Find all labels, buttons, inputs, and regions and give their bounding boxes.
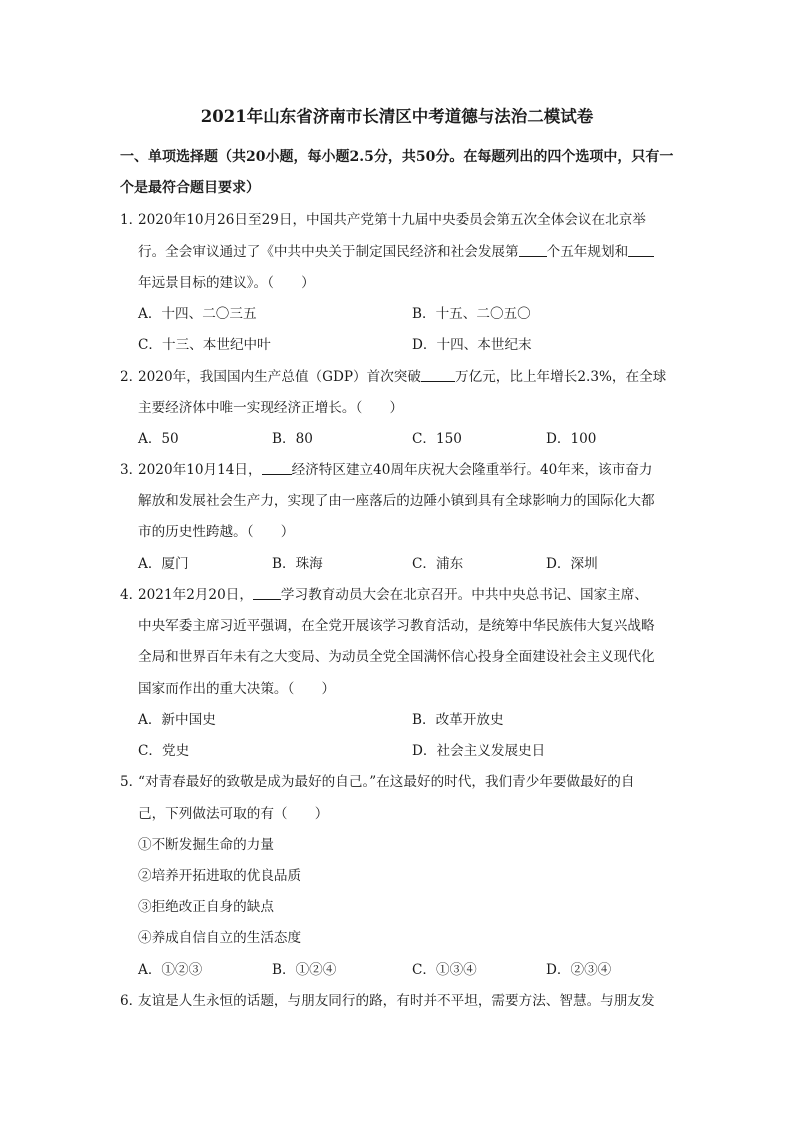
option-d[interactable]: D．深圳	[546, 556, 598, 572]
question-text: 2020年10月14日，	[138, 462, 262, 478]
question-text: 经济特区建立40周年庆祝大会隆重举行。40年来，该市奋力	[291, 462, 653, 478]
option-c[interactable]: C．党史	[138, 743, 190, 759]
question-3	[120, 458, 680, 478]
option-d[interactable]: D．②③④	[546, 962, 612, 978]
statement-item: ③拒绝改正自身的缺点	[138, 899, 274, 915]
section-heading: 一、单项选择题（共20小题，每小题2.5分，共50分。在每题列出的四个选项中，只有一	[120, 149, 674, 165]
question-text: 2020年，我国国内生产总值（GDP）首次突破	[138, 369, 421, 385]
option-a[interactable]: A．十四、二〇三五	[138, 306, 257, 322]
question-number: 6．	[120, 993, 143, 1009]
question-text: 万亿元，比上年增长2.3%，在全球	[455, 369, 667, 385]
option-a[interactable]: A．①②③	[138, 962, 203, 978]
question-6	[120, 989, 680, 1009]
question-4	[120, 583, 680, 603]
option-a[interactable]: A．50	[138, 431, 179, 447]
answer-blank	[253, 587, 281, 600]
answer-blank	[628, 244, 654, 257]
question-4-line-3: 全局和世界百年未有之大变局、为动员全党全国满怀信心投身全面建设社会主义现代化	[138, 649, 655, 665]
option-b[interactable]: B．十五、二〇五〇	[412, 306, 531, 322]
option-d[interactable]: D．100	[546, 431, 597, 447]
question-1-line-3: 年远景目标的建议》。（ ）	[138, 275, 315, 291]
option-b[interactable]: B．①②④	[272, 962, 337, 978]
answer-blank	[421, 369, 455, 382]
question-text: 2021年2月20日，	[138, 587, 253, 603]
question-4-line-2: 中央军委主席习近平强调，在全党开展该学习教育活动，是统筹中华民族伟大复兴战略	[138, 618, 655, 634]
option-c[interactable]: C．①③④	[412, 962, 477, 978]
option-b[interactable]: B．改革开放史	[412, 712, 504, 728]
option-c[interactable]: C．浦东	[412, 556, 464, 572]
option-d[interactable]: D．十四、本世纪末	[412, 337, 532, 353]
question-2-line-2: 主要经济体中唯一实现经济正增长。（ ）	[138, 400, 404, 416]
question-text: 友谊是人生永恒的话题，与朋友同行的路，有时并不平坦，需要方法、智慧。与朋友发	[138, 993, 655, 1009]
question-number: 5．	[120, 774, 143, 790]
question-4-line-4: 国家而作出的重大决策。（ ）	[138, 681, 336, 697]
question-number: 3．	[120, 462, 143, 478]
question-number: 2．	[120, 369, 143, 385]
option-a[interactable]: A．厦门	[138, 556, 189, 572]
option-b[interactable]: B．珠海	[272, 556, 323, 572]
question-number: 1．	[120, 212, 143, 228]
question-text: “对青春最好的致敬是成为最好的自己。”在这最好的时代，我们青少年要做最好的自	[138, 774, 635, 790]
option-d[interactable]: D．社会主义发展史日	[412, 743, 546, 759]
answer-blank	[519, 244, 547, 257]
question-text: 行。全会审议通过了《中共中央关于制定国民经济和社会发展第	[138, 244, 519, 260]
question-1-line-2	[138, 240, 698, 260]
exam-title: 2021年山东省济南市长清区中考道德与法治二模试卷	[200, 107, 594, 126]
option-b[interactable]: B．80	[272, 431, 313, 447]
question-text: 2020年10月26日至29日，中国共产党第十九届中央委员会第五次全体会议在北京举	[138, 212, 646, 228]
option-c[interactable]: C．150	[412, 431, 462, 447]
statement-item: ②培养开拓进取的优良品质	[138, 868, 302, 884]
question-text: 个五年规划和	[546, 244, 629, 260]
question-3-line-2: 解放和发展社会生产力，实现了由一座落后的边陲小镇到具有全球影响力的国际化大都	[138, 493, 655, 509]
question-2	[120, 365, 680, 385]
question-number: 4．	[120, 587, 143, 603]
question-5	[120, 770, 680, 790]
statement-item: ④养成自信自立的生活态度	[138, 930, 302, 946]
question-3-line-3: 市的历史性跨越。（ ）	[138, 524, 295, 540]
option-a[interactable]: A．新中国史	[138, 712, 216, 728]
answer-blank	[262, 462, 292, 475]
question-5-line-2: 己，下列做法可取的有（ ）	[138, 806, 329, 822]
question-1	[120, 208, 680, 228]
option-c[interactable]: C．十三、本世纪中叶	[138, 337, 271, 353]
question-text: 学习教育动员大会在北京召开。中共中央总书记、国家主席、	[280, 587, 648, 603]
section-heading-cont: 个是最符合题目要求）	[120, 180, 260, 196]
statement-item: ①不断发掘生命的力量	[138, 837, 274, 853]
